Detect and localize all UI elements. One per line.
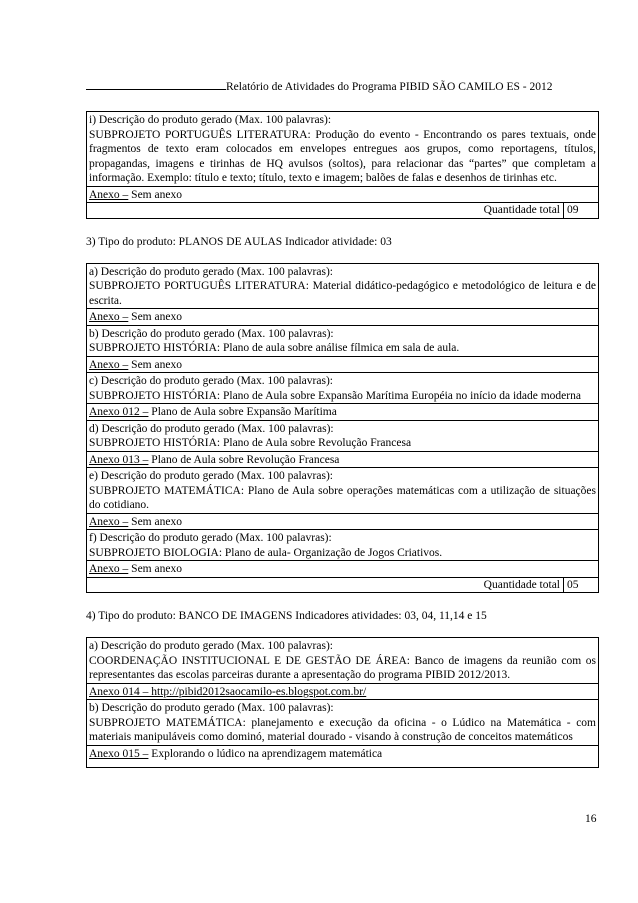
anexo-cell: [87, 561, 599, 578]
quantity-row: [87, 203, 599, 219]
item-heading: d) Descrição do produto gerado (Max. 100 palavras):: [89, 422, 334, 435]
item-heading: e) Descrição do produto gerado (Max. 100 palavras):: [89, 470, 333, 482]
item-description: SUBPROJETO BIOLOGIA: Plano de aula- Organização de Jogos Criativos.: [89, 546, 443, 559]
table-row: [87, 356, 599, 373]
item-cell: [87, 638, 599, 684]
item-description: SUBPROJETO PORTUGUÊS LITERATURA: Produção do evento - Encontrando os pares textuais, onde fragmentos de texto eram colocados em envelopes entregues aos grupos, como reportagens, títulos, propagandas, imagens e tirinhas de HQ avulsos (soltos), para relacionar das “partes” que completam a informação. Exemplo: título e texto; título, texto e imagem; balões de falas e desenhos de tirinhas etc.: [89, 128, 596, 184]
anexo-cell: [87, 745, 599, 767]
quantity-row: [87, 577, 599, 593]
anexo-text: Explorando o lúdico na aprendizagem matemática: [148, 747, 383, 760]
item-cell: [87, 112, 599, 187]
page-header: [86, 79, 599, 95]
section-4-title: 4) Tipo do produto: BANCO DE IMAGENS Indicadores atividades: 03, 04, 11,14 e 15: [86, 610, 487, 622]
page-number: 16: [585, 813, 597, 825]
item-heading: a) Descrição do produto gerado (Max. 100 palavras):: [89, 640, 333, 652]
section-3-title: 3) Tipo do produto: PLANOS DE AULAS Indicador atividade: 03: [86, 235, 392, 248]
table-row: [87, 683, 599, 700]
anexo-label: Anexo –: [89, 563, 129, 575]
table-row: [87, 263, 599, 309]
item-description: COORDENAÇÃO INSTITUCIONAL E DE GESTÃO DE ÁREA: Banco de imagens da reunião com os representantes das escolas parceiras durante a apresentação do programa PIBID 2012/2013.: [89, 654, 596, 681]
anexo-label: Anexo –: [89, 515, 129, 528]
anexo-label: Anexo –: [89, 358, 129, 371]
table-row: [87, 186, 599, 203]
anexo-text: Sem anexo: [128, 358, 182, 371]
product-table-1: [86, 111, 599, 219]
table-row: [87, 420, 599, 451]
table-row: [87, 451, 599, 468]
item-heading: i) Descrição do produto gerado (Max. 100 palavras):: [89, 114, 332, 126]
anexo-text: Sem anexo: [128, 515, 182, 528]
item-description: SUBPROJETO HISTÓRIA: Plano de Aula sobre Revolução Francesa: [89, 437, 412, 449]
item-cell: [87, 468, 599, 514]
table-row: [87, 561, 599, 578]
table-row: [87, 112, 599, 187]
anexo-cell: [87, 404, 599, 421]
quantity-value: 05: [567, 578, 579, 591]
item-heading: c) Descrição do produto gerado (Max. 100 palavras):: [89, 375, 333, 387]
table-row: [87, 513, 599, 530]
item-description: SUBPROJETO MATEMÁTICA: planejamento e execução da oficina - o Lúdico na Matemática - com materiais manipuláveis como dominó, material dourado - visando à construção de conceitos matemáticos: [89, 716, 596, 743]
item-cell: [87, 700, 599, 746]
item-description: SUBPROJETO HISTÓRIA: Plano de aula sobre análise fílmica em sala de aula.: [89, 342, 460, 354]
header-rule: [86, 79, 226, 90]
item-heading: f) Descrição do produto gerado (Max. 100 palavras):: [89, 532, 332, 544]
item-heading: a) Descrição do produto gerado (Max. 100 palavras):: [89, 265, 333, 278]
item-cell: [87, 263, 599, 309]
quantity-label: Quantidade total: [481, 578, 564, 593]
item-description: SUBPROJETO PORTUGUÊS LITERATURA: Material didático-pedagógico e metodológico de leitura e de escrita.: [89, 280, 596, 307]
table-row: [87, 700, 599, 746]
table-row: [87, 468, 599, 514]
header-title: Relatório de Atividades do Programa PIBID SÃO CAMILO ES - 2012: [226, 81, 553, 93]
item-description: SUBPROJETO MATEMÁTICA: Plano de Aula sobre operações matemáticas com a utilização de situações do cotidiano.: [89, 484, 596, 511]
quantity-label: Quantidade total: [481, 203, 564, 218]
anexo-cell: [87, 356, 599, 373]
table-row: [87, 325, 599, 356]
anexo-label: Anexo 013 –: [89, 453, 149, 466]
anexo-cell: [87, 513, 599, 530]
item-cell: [87, 530, 599, 561]
anexo-cell: [87, 683, 599, 700]
anexo-text: Sem anexo: [128, 311, 182, 323]
table-row: [87, 745, 599, 767]
item-heading: b) Descrição do produto gerado (Max. 100 palavras):: [89, 702, 334, 714]
item-description: SUBPROJETO HISTÓRIA: Plano de Aula sobre Expansão Marítima Européia no início da idade moderna: [89, 389, 581, 402]
table-row: [87, 404, 599, 421]
anexo-label: Anexo 015 –: [89, 747, 149, 760]
anexo-label: Anexo –: [89, 311, 129, 323]
anexo-link[interactable]: Anexo 014 – http://pibid2012saocamilo-es.blogspot.com.br/: [89, 685, 367, 698]
item-cell: [87, 420, 599, 451]
anexo-label: Anexo –: [89, 188, 129, 201]
anexo-text: Plano de Aula sobre Revolução Francesa: [148, 453, 340, 466]
quantity-value: 09: [567, 204, 579, 216]
item-heading: b) Descrição do produto gerado (Max. 100 palavras):: [89, 327, 334, 340]
anexo-cell: [87, 186, 599, 203]
item-cell: [87, 373, 599, 404]
table-row: [87, 638, 599, 684]
anexo-text: Sem anexo: [128, 563, 182, 575]
document-page: [86, 79, 599, 768]
anexo-text: Plano de Aula sobre Expansão Marítima: [148, 406, 337, 418]
product-table-4: [86, 637, 599, 768]
table-row: [87, 309, 599, 326]
product-table-3: [86, 263, 599, 594]
anexo-label: Anexo 012 –: [89, 406, 149, 418]
anexo-text: Sem anexo: [128, 188, 182, 201]
table-row: [87, 373, 599, 404]
anexo-cell: [87, 309, 599, 326]
anexo-cell: [87, 451, 599, 468]
table-row: [87, 530, 599, 561]
item-cell: [87, 325, 599, 356]
